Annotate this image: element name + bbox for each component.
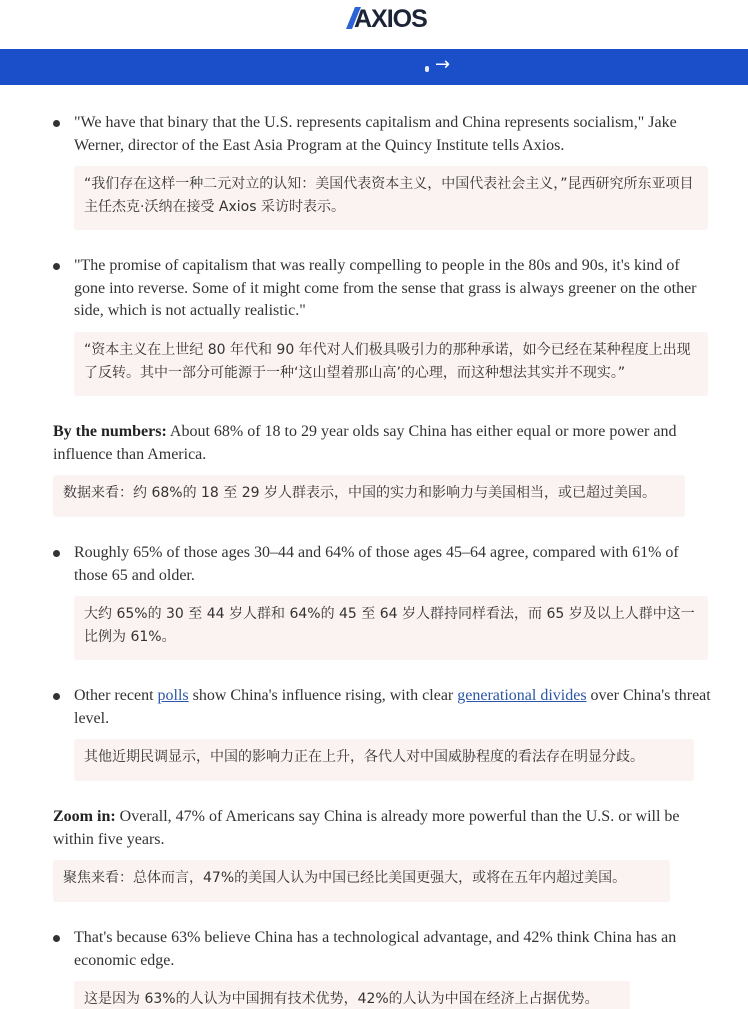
bullet-icon <box>53 550 60 557</box>
right-arrow-icon[interactable]: → <box>435 54 451 75</box>
chinese-translation: 大约 65%的 30 至 44 岁人群和 64%的 45 至 64 岁人群持同样看法，而 65 岁及以上人群中这一比例为 61%。 <box>74 596 708 660</box>
polls-link[interactable]: polls <box>157 687 189 704</box>
chinese-translation: 这是因为 63%的人认为中国拥有技术优势，42%的人认为中国在经济上占据优势。 <box>74 981 630 1009</box>
axios-logo-mark <box>346 4 436 30</box>
bullet-icon <box>53 263 60 270</box>
english-text: "The promise of capitalism that was really compelling to people in the 80s and 90s, it's kind of gone into reverse. Some of it might come from the sense that grass is always greener on the other side, which is not actually realistic." <box>74 257 697 319</box>
axios-logo-text: AXIOS <box>354 5 427 30</box>
chinese-translation: “我们存在这样一种二元对立的认知：美国代表资本主义，中国代表社会主义，”昆西研究所东亚项目主任杰克·沃纳在接受 Axios 采访时表示。 <box>74 166 708 230</box>
site-header <box>0 0 748 49</box>
chinese-translation: 数据来看：约 68%的 18 至 29 岁人群表示，中国的实力和影响力与美国相当，或已超过美国。 <box>53 475 685 517</box>
paragraph <box>53 421 713 466</box>
chinese-translation: 其他近期民调显示，中国的影响力正在上升，各代人对中国威胁程度的看法存在明显分歧。 <box>74 739 694 781</box>
text-segment: over China's threat level. <box>74 687 711 727</box>
text-segment: Other recent <box>74 687 158 704</box>
bullet-icon <box>53 935 60 942</box>
axios-logo[interactable] <box>346 4 436 30</box>
english-text: Overall, 47% of Americans say China is already more powerful than the U.S. or will be within five years. <box>53 808 680 848</box>
paragraph <box>53 806 713 851</box>
bullet-icon <box>53 120 60 127</box>
lead-label: By the numbers: <box>53 423 167 440</box>
english-text: That's because 63% believe China has a technological advantage, and 42% think China has an economic edge. <box>74 929 677 969</box>
banner-dot-icon <box>425 66 429 72</box>
top-banner[interactable] <box>0 49 748 85</box>
chinese-translation: “资本主义在上世纪 80 年代和 90 年代对人们极具吸引力的那种承诺，如今已经在某种程度上出现了反转。其中一部分可能源于一种‘这山望着那山高’的心理，而这种想法其实并不现实。” <box>74 332 708 396</box>
bullet-icon <box>53 693 60 700</box>
english-text: About 68% of 18 to 29 year olds say China has either equal or more power and influence than America. <box>53 423 677 463</box>
generational-divides-link[interactable]: generational divides <box>457 687 587 704</box>
english-text <box>74 685 714 730</box>
chinese-translation: 聚焦来看：总体而言，47%的美国人认为中国已经比美国更强大，或将在五年内超过美国。 <box>53 860 670 902</box>
text-segment: show China's influence rising, with clear <box>188 687 458 704</box>
english-text: Roughly 65% of those ages 30–44 and 64% of those ages 45–64 agree, compared with 61% of those 65 and older. <box>74 544 679 584</box>
lead-label: Zoom in: <box>53 808 116 825</box>
english-text: "We have that binary that the U.S. represents capitalism and China represents socialism," Jake Werner, director of the East Asia Program at the Quincy Institute tells Axios. <box>74 114 677 154</box>
